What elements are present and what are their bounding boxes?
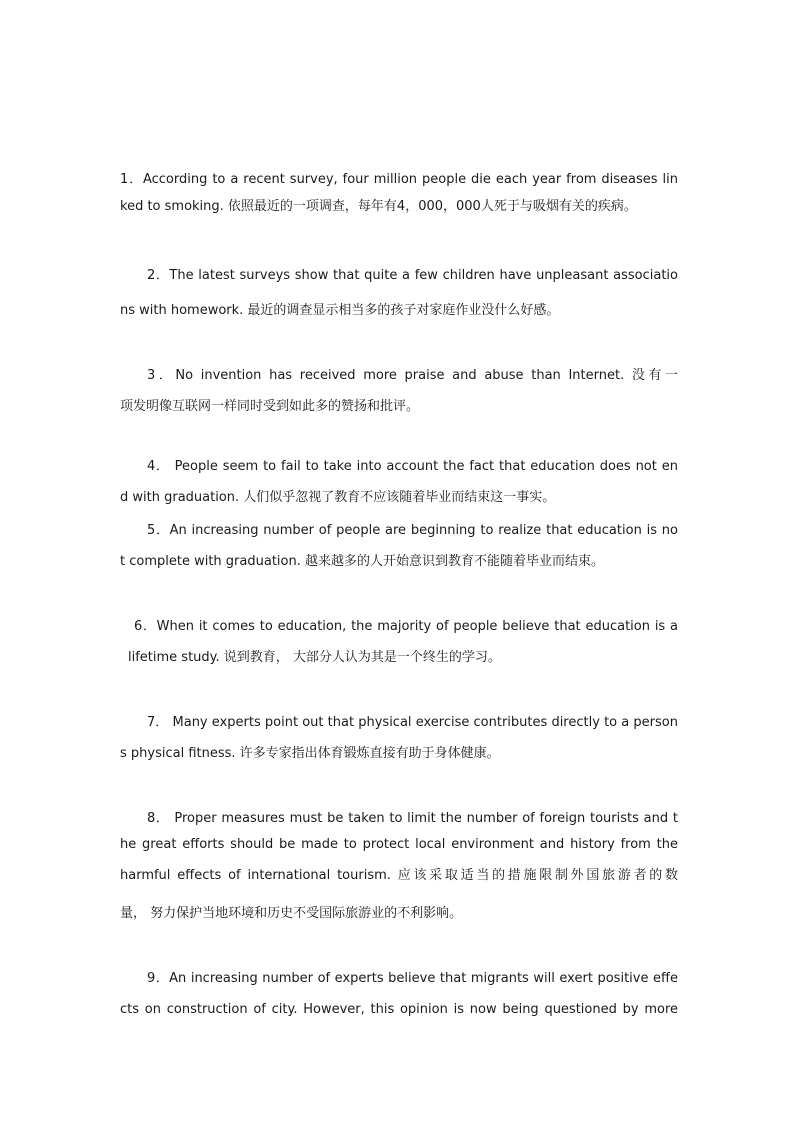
item-5-line-2: t complete with graduation. 越来越多的人开始意识到教育不能随着毕业而结束。 — [120, 554, 604, 569]
item-5-line-1: 5．An increasing number of people are beginning to realize that education is no — [147, 523, 678, 538]
item-8-line-1: 8． Proper measures must be taken to limit the number of foreign tourists and t — [147, 811, 678, 826]
item-4-line-1: 4． People seem to fail to take into account the fact that education does not en — [147, 459, 678, 474]
item-9-line-1: 9．An increasing number of experts believe that migrants will exert positive effe — [147, 971, 678, 986]
item-1-line-2: ked to smoking. 依照最近的一项调查，每年有4，000，000人死于与吸烟有关的疾病。 — [120, 199, 637, 214]
item-1-line-1: 1．According to a recent survey, four million people die each year from diseases lin — [120, 172, 678, 187]
item-4-line-2: d with graduation. 人们似乎忽视了教育不应该随着毕业而结束这一事实。 — [120, 490, 556, 505]
item-2-line-1: 2．The latest surveys show that quite a few children have unpleasant associatio — [147, 268, 678, 283]
item-3-line-1: 3．No invention has received more praise and abuse than Internet. 没有一 — [147, 368, 678, 383]
item-3-line-2: 项发明像互联网一样同时受到如此多的赞扬和批评。 — [120, 399, 420, 414]
item-9-line-2: cts on construction of city. However, this opinion is now being questioned by more — [120, 1002, 678, 1017]
item-6-line-1: 6．When it comes to education, the majority of people believe that education is a — [134, 619, 678, 634]
item-2-line-2: ns with homework. 最近的调查显示相当多的孩子对家庭作业没什么好感。 — [120, 303, 560, 318]
item-7-line-2: s physical fitness. 许多专家指出体育锻炼直接有助于身体健康。 — [120, 746, 500, 761]
item-8-line-4: 量， 努力保护当地环境和历史不受国际旅游业的不利影响。 — [120, 906, 463, 921]
item-8-line-3: harmful effects of international tourism. 应该采取适当的措施限制外国旅游者的数 — [120, 868, 678, 883]
item-6-line-2: lifetime study. 说到教育， 大部分人认为其是一个终生的学习。 — [128, 650, 501, 665]
item-8-line-2: he great efforts should be made to protect local environment and history from the — [120, 837, 678, 852]
item-7-line-1: 7． Many experts point out that physical exercise contributes directly to a person — [147, 715, 678, 730]
